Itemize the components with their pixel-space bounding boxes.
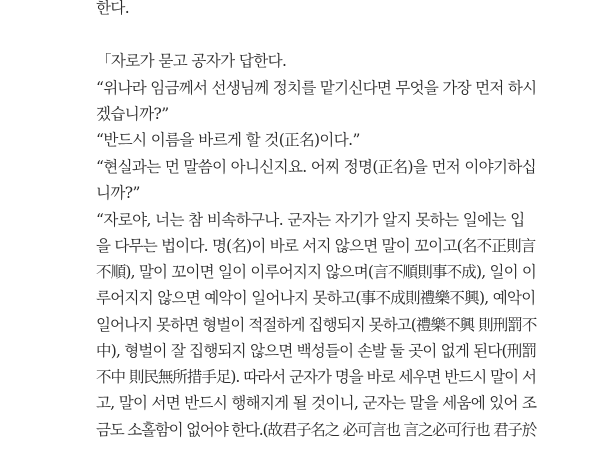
text-line: “자로야, 너는 참 비속하구나. 군자는 자기가 알지 못하는 일에는 입 [96,211,525,229]
text-line: 을 다무는 법이다. 명(名)이 바로 서지 않으면 말이 꼬이고(名不正則言 [96,237,536,255]
text-line: 겠습니까?” [96,105,169,123]
text-line: 不中 則民無所措手足). 따라서 군자가 명을 바로 세우면 반드시 말이 서 [96,368,536,386]
text-line: “위나라 임금께서 선생님께 정치를 맡기신다면 무엇을 가장 먼저 하시 [96,79,537,97]
text-line: 일어나지 못하면 형벌이 적절하게 집행되지 못하고(禮樂不興 則刑罰不 [96,316,537,334]
text-line: 금도 소홀함이 없어야 한다.(故君子名之 必可言也 言之必可行也 君子於 [96,421,537,439]
text-line: “반드시 이름을 바르게 할 것(正名)이다.” [96,131,360,149]
text-line: 니까?” [96,184,140,202]
text-line: 「자로가 묻고 공자가 답한다. [96,52,287,70]
text-line: 한다. [96,0,130,17]
text-line: 고, 말이 서면 반드시 행해지게 될 것이니, 군자는 말을 세움에 있어 조 [96,394,537,412]
text-line: 不順), 말이 꼬이면 일이 이루어지지 않으며(言不順則事不成), 일이 이 [96,263,537,281]
text-line: 中), 형벌이 잘 집행되지 않으면 백성들이 손발 둘 곳이 없게 된다(刑罰 [96,342,537,360]
text-line: 루어지지 않으면 예악이 일어나지 못하고(事不成則禮樂不興), 예악이 [96,289,536,307]
text-line: “현실과는 먼 말씀이 아니신지요. 어찌 정명(正名)을 먼저 이야기하십 [96,158,536,176]
